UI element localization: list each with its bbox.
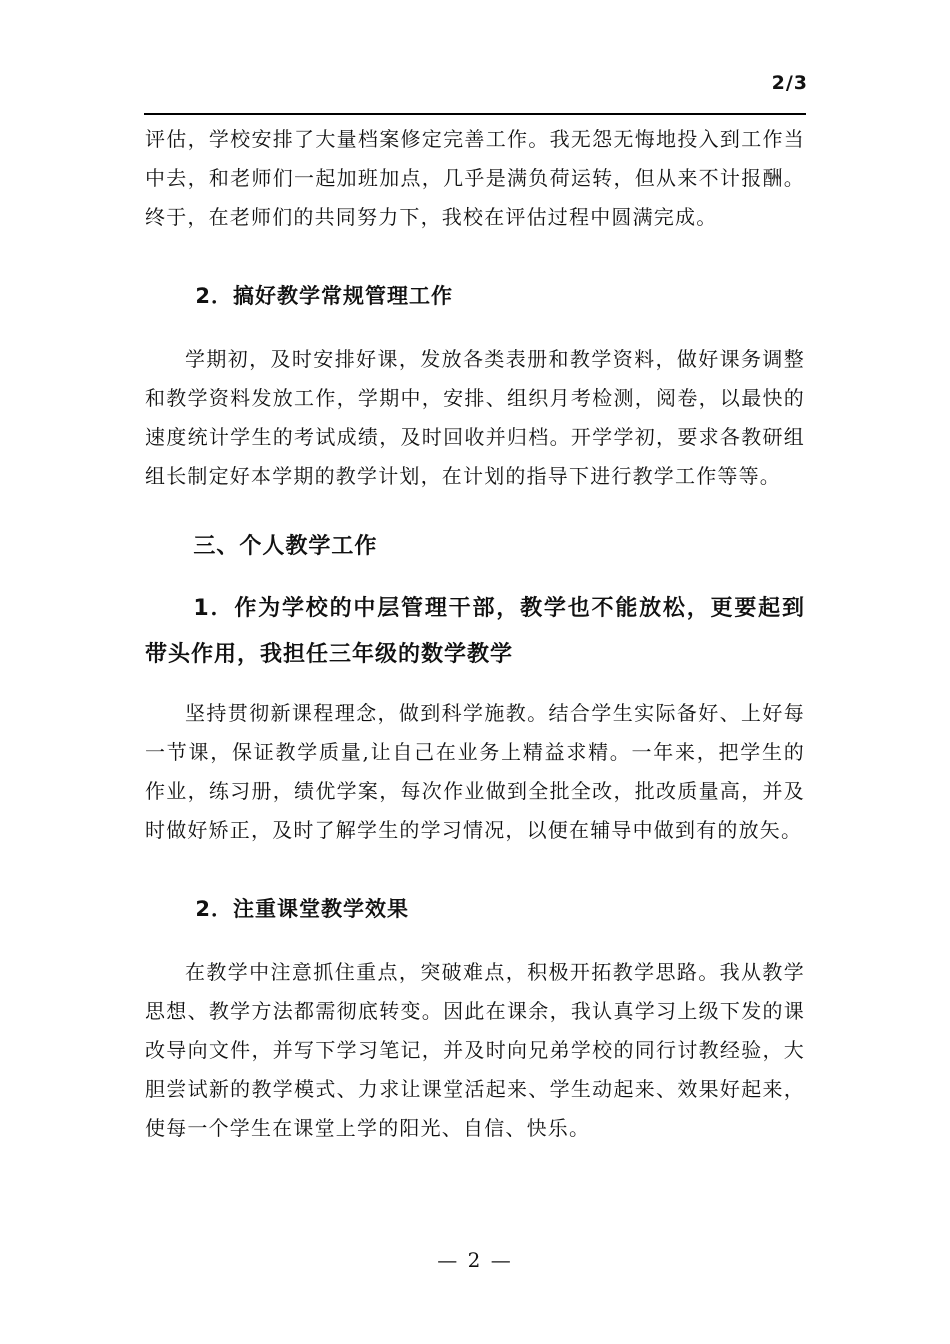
paragraph-curriculum: 坚持贯彻新课程理念，做到科学施教。结合学生实际备好、上好每一节课，保证教学质量,让自己在业务上精益求精。一年来，把学生的作业，练习册，绩优学案，每次作业做到全批全改，批改质量高，并及时做好矫正，及时了解学生的学习情况，以便在辅导中做到有的放矢。 xyxy=(145,701,805,842)
heading-personal-teaching: 三、个人教学工作 xyxy=(193,534,378,559)
paragraph-classroom-effect: 在教学中注意抓住重点，突破难点，积极开拓教学思路。我从教学思想、教学方法都需彻底转变。因此在课余，我认真学习上级下发的课改导向文件，并写下学习笔记，并及时向兄弟学校的同行讨教经验，大胆尝试新的教学模式、力求让课堂活起来、学生动起来、效果好起来，使每一个学生在课堂上学的阳光、自信、快乐。 xyxy=(145,960,805,1140)
heading-leading-role: 1．作为学校的中层管理干部，教学也不能放松，更要起到带头作用，我担任三年级的数学教学 xyxy=(145,596,805,667)
paragraph-teaching-routine: 学期初，及时安排好课，发放各类表册和教学资料，做好课务调整和教学资料发放工作，学期中，安排、组织月考检测，阅卷，以最快的速度统计学生的考试成绩，及时回收并归档。开学学初，要求各教研组组长制定好本学期的教学计划，在计划的指导下进行教学工作等等。 xyxy=(145,347,805,488)
paragraph-evaluation-continued: 评估，学校安排了大量档案修定完善工作。我无怨无悔地投入到工作当中去，和老师们一起加班加点，几乎是满负荷运转，但从来不计报酬。终于，在老师们的共同努力下，我校在评估过程中圆满完成。 xyxy=(145,127,805,229)
header-divider xyxy=(144,113,806,115)
document-body xyxy=(145,120,805,1148)
heading-teaching-routine: 2．搞好教学常规管理工作 xyxy=(195,284,454,308)
heading-classroom-effect: 2．注重课堂教学效果 xyxy=(195,897,410,921)
page-number: — 2 — xyxy=(437,1248,513,1272)
page-counter: 2/3 xyxy=(771,72,808,94)
